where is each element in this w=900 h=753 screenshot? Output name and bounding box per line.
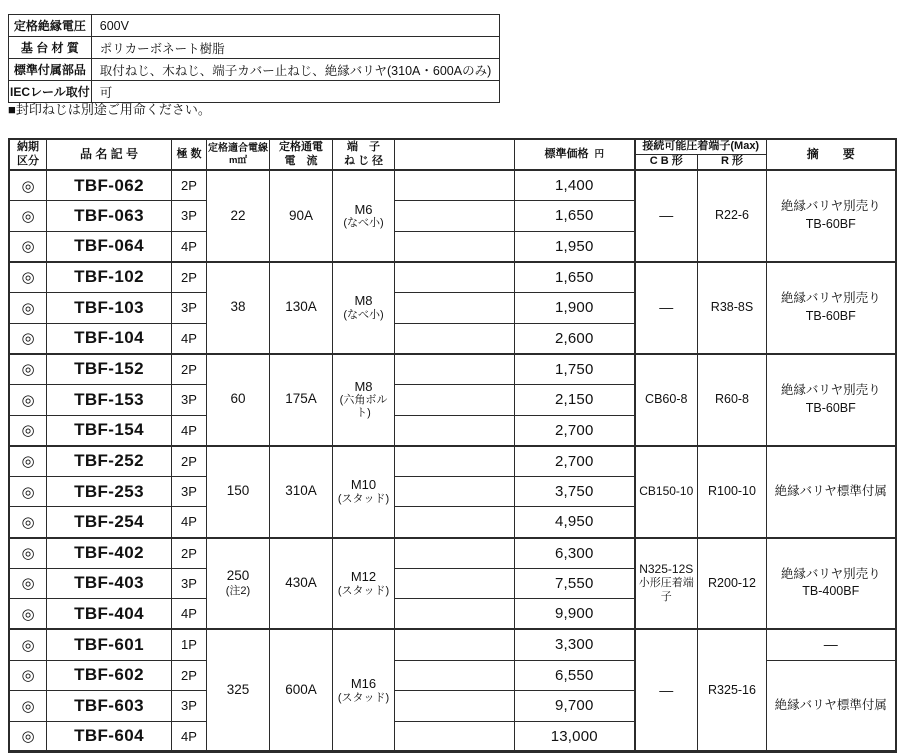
poles-cell: 1P [172,629,207,660]
remarks-cell [767,170,896,262]
header-delivery-line2: 区分 [17,154,39,167]
price-cell: 3,300 [515,629,635,660]
spec-value: 600V [91,15,499,37]
poles-cell: 4P [172,599,207,630]
poles-cell: 2P [172,538,207,569]
poles-cell: 2P [172,660,207,691]
header-poles: 極 数 [172,139,207,170]
header-cb-type: C B 形 [635,155,698,171]
product-code: TBF-064 [47,231,172,262]
header-delivery-line1: 納期 [17,141,39,154]
remarks-line2: TB-60BF [805,216,856,231]
screw-cell [333,538,395,630]
wire-cell: 150 [207,446,270,538]
screw-type: (六角ボルト) [339,394,388,420]
sealing-screw-note: ■封印ねじは別途ご用命ください。 [8,102,211,117]
poles-cell: 4P [172,231,207,262]
product-code: TBF-063 [47,201,172,232]
delivery-mark: ◎ [9,262,47,293]
spec-row [9,59,500,81]
price-cell: 2,600 [515,323,635,354]
price-cell: 9,700 [515,691,635,722]
screw-cell [333,354,395,446]
delivery-mark: ◎ [9,201,47,232]
product-code: TBF-102 [47,262,172,293]
spec-value: 可 [91,81,499,103]
r-terminal-cell: R38-8S [698,262,767,354]
product-code: TBF-252 [47,446,172,477]
blank-cell [395,262,515,293]
screw-cell [333,262,395,354]
header-wire-unit: m㎡ [229,154,247,166]
remarks-line2: TB-400BF [802,584,860,599]
cb-terminal-cell: — [635,170,698,262]
cb-terminal-cell: — [635,629,698,752]
remarks-cell: 絶縁バリヤ標準付属 [767,446,896,538]
blank-cell [395,170,515,201]
poles-cell: 4P [172,721,207,752]
price-cell: 4,950 [515,507,635,538]
poles-cell: 4P [172,415,207,446]
product-code: TBF-062 [47,170,172,201]
remarks-cell: 絶縁バリヤ標準付属 [767,660,896,752]
poles-cell: 2P [172,354,207,385]
table-row [9,262,896,293]
cb-terminal-cell: CB60-8 [635,354,698,446]
delivery-mark: ◎ [9,415,47,446]
delivery-mark: ◎ [9,507,47,538]
r-terminal-cell: R200-12 [698,538,767,630]
cb-terminal-cell: CB150-10 [635,446,698,538]
current-cell: 90A [270,170,333,262]
table-row [9,629,896,660]
product-code: TBF-153 [47,384,172,415]
header-price [515,139,635,170]
price-cell: 6,550 [515,660,635,691]
cb-line1: N325-12S [639,562,694,577]
poles-cell: 3P [172,691,207,722]
wire-cell: 325 [207,629,270,752]
screw-size: M8 [354,293,373,309]
screw-cell [333,629,395,752]
price-cell: 1,750 [515,354,635,385]
header-r-type: R 形 [698,155,767,171]
screw-size: M8 [354,378,373,394]
price-cell: 1,650 [515,262,635,293]
header-current-line1: 定格通電 [279,141,323,154]
r-terminal-cell: R22-6 [698,170,767,262]
cb-terminal-cell [635,538,698,630]
header-screw-line1: 端 子 [347,141,380,154]
cb-line2: 小形圧着端子 [638,577,694,603]
screw-size: M12 [350,569,377,585]
spec-value: ポリカーボネート樹脂 [91,37,499,59]
current-cell: 430A [270,538,333,630]
header-current-line2: 電 流 [284,154,318,167]
product-code: TBF-402 [47,538,172,569]
product-code: TBF-404 [47,599,172,630]
poles-cell: 3P [172,568,207,599]
current-cell: 130A [270,262,333,354]
remarks-line2: TB-60BF [805,308,856,323]
blank-cell [395,384,515,415]
product-code: TBF-601 [47,629,172,660]
poles-cell: 2P [172,170,207,201]
wire-value: 250 [226,568,250,584]
price-cell: 1,400 [515,170,635,201]
r-terminal-cell: R100-10 [698,446,767,538]
remarks-line1: 絶縁バリヤ別売り [780,291,881,306]
price-cell: 2,700 [515,446,635,477]
delivery-mark: ◎ [9,476,47,507]
r-terminal-cell: R60-8 [698,354,767,446]
header-current [270,139,333,170]
blank-cell [395,721,515,752]
header-delivery [9,139,47,170]
product-code: TBF-254 [47,507,172,538]
header-price-label: 標準価格 [544,147,589,160]
price-cell: 1,650 [515,201,635,232]
price-cell: 1,950 [515,231,635,262]
screw-type: (スタッド) [337,492,390,505]
price-cell: 13,000 [515,721,635,752]
poles-cell: 4P [172,323,207,354]
screw-cell [333,170,395,262]
blank-cell [395,568,515,599]
spec-table [8,14,500,103]
delivery-mark: ◎ [9,660,47,691]
price-cell: 3,750 [515,476,635,507]
delivery-mark: ◎ [9,691,47,722]
delivery-mark: ◎ [9,293,47,324]
header-crimp-terminals: 接続可能圧着端子(Max) [635,139,767,155]
blank-cell [395,507,515,538]
poles-cell: 3P [172,384,207,415]
remarks-cell: — [767,629,896,660]
blank-cell [395,629,515,660]
poles-cell: 2P [172,446,207,477]
wire-cell [207,538,270,630]
price-cell: 7,550 [515,568,635,599]
spec-label: 基 台 材 質 [9,37,92,59]
screw-size: M10 [350,477,377,493]
screw-type: (スタッド) [337,691,390,704]
product-code: TBF-154 [47,415,172,446]
remarks-cell [767,538,896,630]
header-product-code: 品 名 記 号 [47,139,172,170]
poles-cell: 3P [172,476,207,507]
price-cell: 9,900 [515,599,635,630]
product-code: TBF-253 [47,476,172,507]
price-cell: 1,900 [515,293,635,324]
spec-label: 定格絶縁電圧 [9,15,92,37]
screw-type: (なべ小) [343,217,384,230]
current-cell: 310A [270,446,333,538]
product-code: TBF-604 [47,721,172,752]
cb-terminal-cell: — [635,262,698,354]
header-price-unit: 円 [594,148,604,160]
price-cell: 2,150 [515,384,635,415]
poles-cell: 3P [172,293,207,324]
header-blank [395,139,515,170]
table-row [9,354,896,385]
blank-cell [395,415,515,446]
wire-note: (注2) [225,585,251,597]
spec-row [9,37,500,59]
blank-cell [395,691,515,722]
blank-cell [395,538,515,569]
blank-cell [395,323,515,354]
spec-value: 取付ねじ、木ねじ、端子カバー止ねじ、絶縁バリヤ(310A・600Aのみ) [91,59,499,81]
blank-cell [395,354,515,385]
spec-label: 標準付属部品 [9,59,92,81]
header-remarks: 摘 要 [767,139,896,170]
table-row [9,446,896,477]
product-code: TBF-152 [47,354,172,385]
delivery-mark: ◎ [9,170,47,201]
screw-cell [333,446,395,538]
poles-cell: 4P [172,507,207,538]
wire-cell: 22 [207,170,270,262]
header-screw [333,139,395,170]
product-table [8,138,897,753]
blank-cell [395,476,515,507]
wire-cell: 60 [207,354,270,446]
r-terminal-cell: R325-16 [698,629,767,752]
product-code: TBF-403 [47,568,172,599]
current-cell: 175A [270,354,333,446]
blank-cell [395,446,515,477]
table-row [9,538,896,569]
spec-row [9,15,500,37]
price-cell: 6,300 [515,538,635,569]
remarks-line1: 絶縁バリヤ別売り [780,566,881,581]
delivery-mark: ◎ [9,323,47,354]
screw-size: M6 [354,201,373,217]
blank-cell [395,599,515,630]
remarks-cell [767,354,896,446]
current-cell: 600A [270,629,333,752]
blank-cell [395,293,515,324]
header-screw-line2: ね じ 径 [343,154,384,167]
delivery-mark: ◎ [9,384,47,415]
product-code: TBF-602 [47,660,172,691]
delivery-mark: ◎ [9,721,47,752]
delivery-mark: ◎ [9,629,47,660]
blank-cell [395,201,515,232]
header-wire [207,139,270,170]
remarks-line1: 絶縁バリヤ別売り [780,199,881,214]
delivery-mark: ◎ [9,354,47,385]
table-row [9,170,896,201]
screw-type: (スタッド) [337,584,390,597]
screw-size: M16 [350,675,377,691]
remarks-cell [767,262,896,354]
poles-cell: 3P [172,201,207,232]
spec-label: IECレール取付 [9,81,92,103]
poles-cell: 2P [172,262,207,293]
blank-cell [395,231,515,262]
price-cell: 2,700 [515,415,635,446]
remarks-line1: 絶縁バリヤ別売り [780,383,881,398]
header-wire-line1: 定格適合電線 [208,142,268,154]
delivery-mark: ◎ [9,231,47,262]
delivery-mark: ◎ [9,568,47,599]
product-code: TBF-603 [47,691,172,722]
delivery-mark: ◎ [9,446,47,477]
blank-cell [395,660,515,691]
delivery-mark: ◎ [9,538,47,569]
remarks-line2: TB-60BF [805,400,856,415]
product-code: TBF-104 [47,323,172,354]
screw-type: (なべ小) [343,309,384,322]
wire-cell: 38 [207,262,270,354]
product-code: TBF-103 [47,293,172,324]
delivery-mark: ◎ [9,599,47,630]
